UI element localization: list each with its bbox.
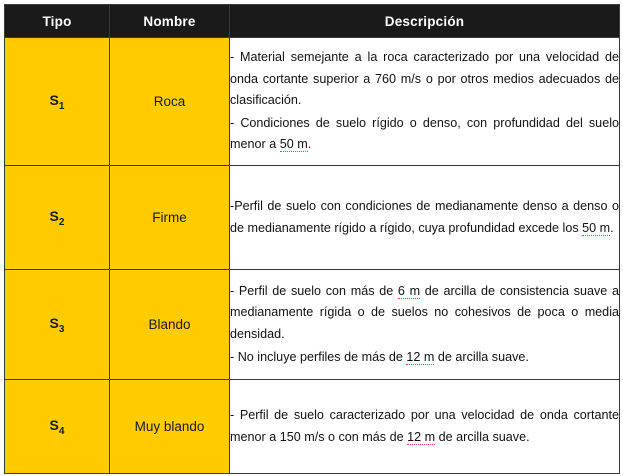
cell-tipo-s1 bbox=[5, 38, 110, 166]
cell-descripcion-s2 bbox=[230, 166, 620, 270]
cell-nombre-blando: Blando bbox=[110, 270, 230, 380]
table-body bbox=[5, 38, 620, 474]
tipo-label: S bbox=[49, 91, 59, 108]
table-row bbox=[5, 380, 620, 474]
table-row bbox=[5, 166, 620, 270]
table-header bbox=[5, 5, 620, 38]
cell-nombre-firme: Firme bbox=[110, 166, 230, 270]
tipo-subscript: 3 bbox=[58, 323, 65, 335]
cell-nombre-roca: Roca bbox=[110, 38, 230, 166]
cell-descripcion-s4 bbox=[230, 380, 620, 474]
table-row bbox=[5, 38, 620, 166]
cell-tipo-s3 bbox=[5, 270, 110, 380]
soil-classification-table bbox=[4, 4, 620, 474]
tipo-label: S bbox=[49, 416, 59, 433]
column-header-descripcion: Descripción bbox=[230, 5, 620, 38]
cell-nombre-muy-blando: Muy blando bbox=[110, 380, 230, 474]
column-header-tipo: Tipo bbox=[5, 5, 110, 38]
table-row bbox=[5, 270, 620, 380]
cell-tipo-s4 bbox=[5, 380, 110, 474]
tipo-subscript: 4 bbox=[58, 425, 65, 437]
description-line: - Perfil de suelo con más de 6 m de arcilla de consistencia suave a medianamente rígida o de suelos no cohesivos de poca o media densidad. bbox=[230, 283, 619, 341]
description-line: - Perfil de suelo caracterizado por una velocidad de onda cortante menor a 150 m/s o con más de 12 m de arcilla suave. bbox=[230, 407, 619, 444]
cell-descripcion-s3 bbox=[230, 270, 620, 380]
column-header-nombre: Nombre bbox=[110, 5, 230, 38]
cell-tipo-s2 bbox=[5, 166, 110, 270]
cell-descripcion-s1 bbox=[230, 38, 620, 166]
description-line: - Condiciones de suelo rígido o denso, con profundidad del suelo menor a 50 m. bbox=[230, 115, 619, 152]
tipo-subscript: 1 bbox=[58, 100, 65, 112]
tipo-label: S bbox=[49, 314, 59, 331]
description-line: - Material semejante a la roca caracterizado por una velocidad de onda cortante superior a 760 m/s o por otros medios adecuados de clasificación. bbox=[230, 49, 619, 108]
description-line: -Perfil de suelo con condiciones de medianamente denso a denso o de medianamente rígido a rígido, cuya profundidad excede los 50 m. bbox=[230, 198, 619, 235]
tipo-label: S bbox=[49, 207, 59, 224]
tipo-subscript: 2 bbox=[58, 216, 65, 228]
table-header-row bbox=[5, 5, 620, 38]
description-line: - No incluye perfiles de más de 12 m de arcilla suave. bbox=[230, 349, 529, 364]
